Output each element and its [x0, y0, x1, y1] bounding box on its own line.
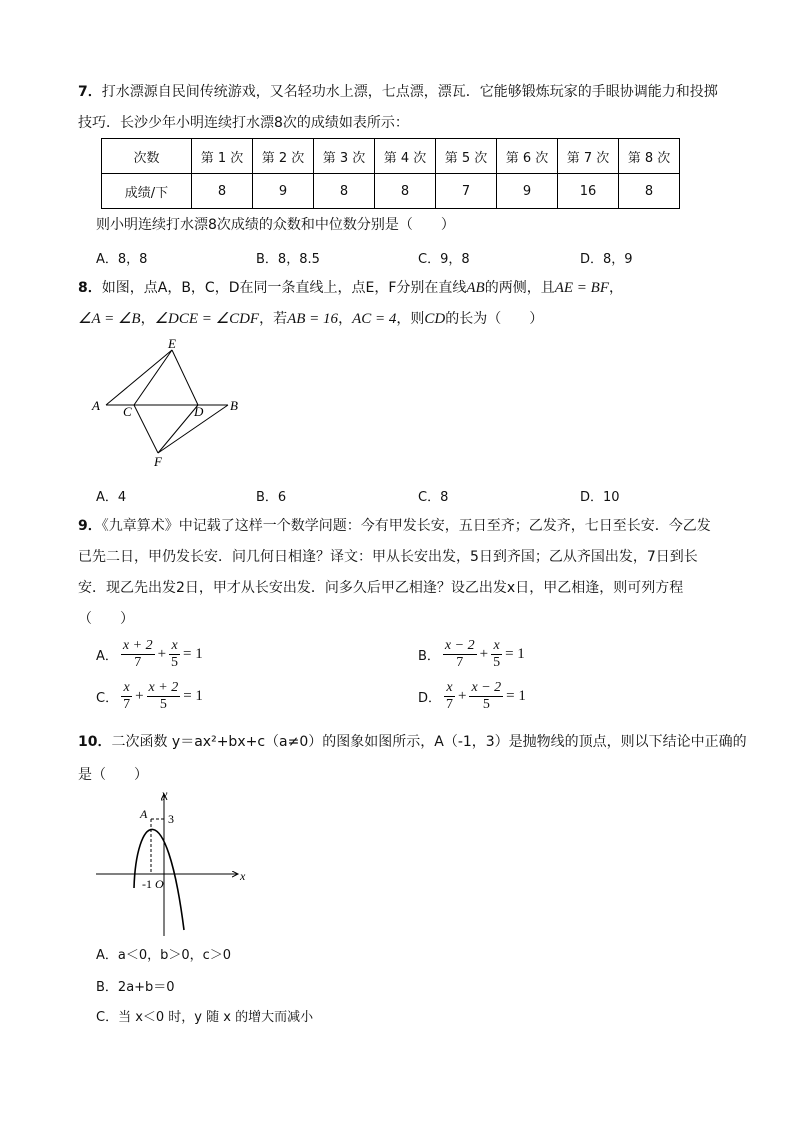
table-cell: 第 7 次: [558, 139, 619, 174]
table-cell: 9: [497, 174, 558, 209]
q10-parabola-figure: [92, 788, 252, 938]
table-row: [102, 139, 680, 174]
fraction: $\frac{x + 2}{5}$: [148, 680, 179, 712]
label-origin: O: [155, 877, 164, 891]
fraction: $\frac{x}{5}$: [171, 638, 179, 670]
fraction: $\frac{x - 2}{5}$: [471, 680, 502, 712]
label-d: D: [194, 404, 204, 419]
q9-option-c[interactable]: C． $\frac{x}{7}$ + $\frac{x + 2}{5}$ = 1: [96, 680, 203, 712]
table-cell: 8: [314, 174, 375, 209]
q9-number: 9．: [78, 518, 102, 534]
segment-bf: [158, 405, 228, 453]
q8-option-b[interactable]: B．6: [256, 490, 287, 505]
q7-number: 7．: [78, 84, 102, 100]
q7-text-line2: 技巧．长沙少年小明连续打水漂8次的成绩如表所示：: [78, 115, 409, 131]
q9-text-line2: 已先二日，甲仍发长安．问几何日相逢？译文：甲从长安出发，5日到齐国；乙从齐国出发，7日到长: [78, 549, 698, 565]
q9-option-b[interactable]: B． $\frac{x - 2}{7}$ + $\frac{x}{5}$ = 1: [418, 638, 525, 670]
fraction: $\frac{x + 2}{7}$: [122, 638, 153, 670]
table-cell: 7: [436, 174, 497, 209]
segment-df: [158, 405, 198, 453]
q9-text-line4: （ ）: [78, 611, 134, 627]
label-a: A: [92, 398, 100, 413]
fraction: $\frac{x}{7}$: [446, 680, 454, 712]
table-cell: 8: [192, 174, 253, 209]
q7-question: 则小明连续打水漂8次成绩的众数和中位数分别是（ ）: [96, 217, 455, 233]
q10-text-line1: 10．二次函数 y＝ax²+bx+c（a≠0）的图象如图所示，A（-1，3）是抛物线的顶点，则以下结论中正确的: [78, 734, 747, 750]
table-cell: 8: [375, 174, 436, 209]
table-cell: 第 3 次: [314, 139, 375, 174]
fraction: $\frac{x}{7}$: [123, 680, 131, 712]
label-y: y: [162, 788, 168, 801]
q9-text-line1: 9．《九章算术》中记载了这样一个数学问题：今有甲发长安，五日至齐；乙发齐，七日至长安．今乙发: [78, 518, 711, 534]
table-cell: 第 6 次: [497, 139, 558, 174]
q8-geometry-figure: [88, 336, 248, 472]
label-x: x: [240, 869, 246, 883]
q8-text-line1: 8．如图，点A，B，C，D在同一条直线上，点E，F分别在直线AB的两侧，且AE = BF，: [78, 280, 623, 296]
segment-ed: [172, 350, 198, 405]
table-cell: 8: [619, 174, 680, 209]
table-cell: 9: [253, 174, 314, 209]
q7-option-a[interactable]: A．8，8: [96, 252, 148, 267]
q7-score-table: [101, 138, 680, 209]
label-e: E: [168, 336, 176, 351]
q9-option-a[interactable]: A． $\frac{x + 2}{7}$ + $\frac{x}{5}$ = 1: [96, 638, 203, 670]
q10-option-a[interactable]: A．a＜0，b＞0，c＞0: [96, 948, 232, 963]
table-cell: 16: [558, 174, 619, 209]
label-three: 3: [168, 812, 174, 826]
label-vertex-a: A: [140, 807, 148, 821]
q10-number: 10．: [78, 734, 112, 750]
q9-option-d[interactable]: D． $\frac{x}{7}$ + $\frac{x - 2}{5}$ = 1: [418, 680, 526, 712]
table-cell: 第 8 次: [619, 139, 680, 174]
table-row-header: 次数: [102, 139, 192, 174]
q10-option-b[interactable]: B．2a+b＝0: [96, 980, 175, 995]
q8-option-d[interactable]: D．10: [580, 490, 620, 505]
q7-option-d[interactable]: D．8，9: [580, 252, 633, 267]
q8-option-a[interactable]: A．4: [96, 490, 127, 505]
table-cell: 第 5 次: [436, 139, 497, 174]
table-cell: 第 2 次: [253, 139, 314, 174]
q10-option-c[interactable]: C．当 x＜0 时，y 随 x 的增大而减小: [96, 1010, 314, 1025]
q8-option-c[interactable]: C．8: [418, 490, 449, 505]
q9-text-line3: 安．现乙先出发2日，甲才从长安出发．问多久后甲乙相逢？设乙出发x日，甲乙相逢，则可列方程: [78, 580, 684, 596]
q10-text-line2: 是（ ）: [78, 767, 148, 783]
segment-cf: [134, 405, 158, 453]
table-cell: 第 1 次: [192, 139, 253, 174]
fraction: $\frac{x - 2}{7}$: [444, 638, 475, 670]
segment-ae: [106, 350, 172, 405]
label-f: F: [154, 454, 162, 469]
table-cell: 第 4 次: [375, 139, 436, 174]
fraction: $\frac{x}{5}$: [493, 638, 501, 670]
label-c: C: [123, 404, 132, 419]
q7-text-line1: 7．打水漂源自民间传统游戏，又名轻功水上漂，七点漂，漂瓦．它能够锻炼玩家的手眼协调能力和投掷: [78, 84, 718, 100]
label-b: B: [230, 398, 238, 413]
table-row: [102, 174, 680, 209]
q8-number: 8．: [78, 280, 102, 296]
q7-option-c[interactable]: C．9，8: [418, 252, 470, 267]
table-row-header: 成绩/下: [102, 174, 192, 209]
q7-option-b[interactable]: B．8，8.5: [256, 252, 320, 267]
label-neg-one: -1: [142, 877, 152, 891]
q8-text-line2: ∠A = ∠B，∠DCE = ∠CDF，若AB = 16，AC = 4，则CD的长为（ ）: [78, 311, 544, 327]
